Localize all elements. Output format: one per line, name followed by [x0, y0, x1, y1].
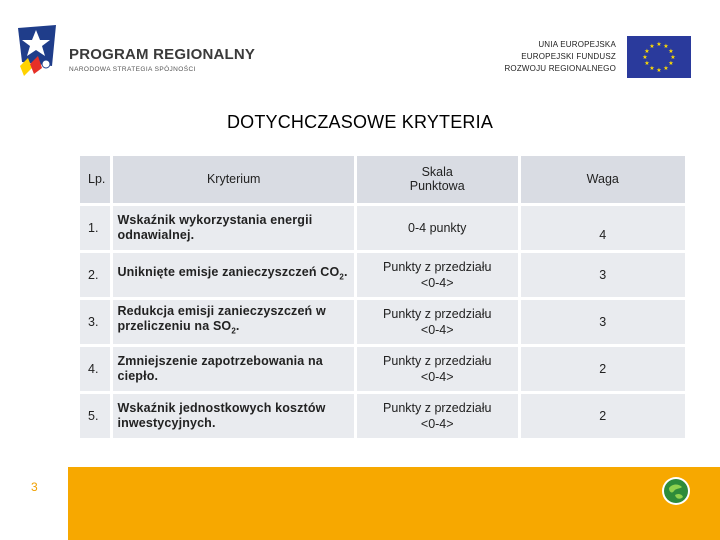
row-kryterium: [112, 204, 355, 251]
row-kryterium-text: Uniknięte emisje zanieczyszczeń CO: [117, 264, 340, 279]
row-kryterium-sub: 2: [231, 326, 236, 336]
table-row: [80, 298, 687, 345]
row-kryterium-text: Zmniejszenie zapotrzebowania na ciepło.: [117, 353, 323, 383]
page-title: DOTYCHCZASOWE KRYTERIA: [226, 112, 494, 132]
table-row: [80, 345, 687, 392]
row-kryterium-sub: 2: [339, 272, 344, 282]
eu-line-1: UNIA EUROPEJSKA: [538, 40, 616, 49]
row-skala-line1: Punkty z przedziału: [383, 400, 492, 415]
row-skala-line1: Punkty z przedziału: [383, 259, 492, 274]
svg-text:★: ★: [656, 67, 662, 74]
row-lp: 1.: [80, 204, 112, 251]
row-skala-line1: Punkty z przedziału: [383, 353, 492, 368]
program-subtitle: NARODOWA STRATEGIA SPÓJNOŚCI: [69, 66, 196, 73]
row-kryterium: [112, 251, 355, 298]
eu-flag-icon: [627, 36, 691, 78]
header-waga: Waga: [519, 156, 686, 204]
row-skala: [355, 345, 519, 392]
criteria-table: [80, 156, 688, 441]
globe-logo-icon: [661, 476, 691, 506]
row-kryterium: [112, 298, 355, 345]
row-waga: 2: [519, 345, 686, 392]
row-kryterium: [112, 345, 355, 392]
svg-text:★: ★: [670, 54, 676, 61]
table-header-row: [80, 156, 687, 204]
program-logo: [12, 22, 272, 84]
program-title: PROGRAM REGIONALNY: [69, 46, 256, 63]
eu-label: [436, 39, 616, 75]
row-lp: 4.: [80, 345, 112, 392]
row-kryterium: [112, 392, 355, 439]
page-number: 3: [31, 480, 38, 494]
table-row: [80, 204, 687, 251]
row-kryterium-suffix: .: [343, 264, 348, 279]
header-skala-line2: Punktowa: [409, 179, 465, 194]
row-lp: 3.: [80, 298, 112, 345]
svg-text:★: ★: [668, 60, 674, 67]
row-waga: 2: [519, 392, 686, 439]
row-skala: [355, 392, 519, 439]
svg-text:★: ★: [642, 54, 648, 61]
header-kryterium: Kryterium: [112, 156, 355, 204]
row-skala-line2: <0-4>: [420, 275, 454, 290]
row-kryterium-text: Wskaźnik wykorzystania energii odnawialnej.: [117, 212, 313, 242]
table-row: [80, 392, 687, 439]
row-waga: 3: [519, 251, 686, 298]
footer-bar: [68, 467, 720, 540]
svg-text:★: ★: [644, 60, 650, 67]
svg-text:★: ★: [663, 43, 669, 50]
svg-text:★: ★: [668, 48, 674, 55]
row-lp: 2.: [80, 251, 112, 298]
row-skala-line2: <0-4>: [420, 322, 454, 337]
row-waga: 4: [519, 204, 686, 251]
svg-text:★: ★: [649, 65, 655, 72]
header-skala: [355, 156, 519, 204]
eu-line-3: ROZWOJU REGIONALNEGO: [504, 64, 616, 73]
row-skala-line2: <0-4>: [420, 369, 454, 384]
svg-text:★: ★: [656, 41, 662, 48]
svg-text:★: ★: [649, 43, 655, 50]
row-lp: 5.: [80, 392, 112, 439]
row-skala-line2: <0-4>: [420, 416, 454, 431]
row-kryterium-text: Wskaźnik jednostkowych kosztów inwestycyjnych.: [117, 400, 326, 430]
row-skala: [355, 251, 519, 298]
table-row: [80, 251, 687, 298]
program-logo-icon: [12, 22, 68, 84]
row-skala-line1: Punkty z przedziału: [383, 306, 492, 321]
row-skala-line1: 0-4 punkty: [408, 220, 467, 235]
row-kryterium-suffix: .: [235, 319, 240, 334]
svg-text:★: ★: [644, 48, 650, 55]
row-waga: 3: [519, 298, 686, 345]
eu-line-2: EUROPEJSKI FUNDUSZ: [521, 52, 616, 61]
row-kryterium-text: Redukcja emisji zanieczyszczeń w przeliczeniu na SO: [117, 304, 326, 334]
header-skala-line1: Skala: [421, 165, 453, 180]
row-skala: [355, 298, 519, 345]
svg-text:★: ★: [663, 65, 669, 72]
row-skala: [355, 204, 519, 251]
header-lp: Lp.: [80, 156, 112, 204]
